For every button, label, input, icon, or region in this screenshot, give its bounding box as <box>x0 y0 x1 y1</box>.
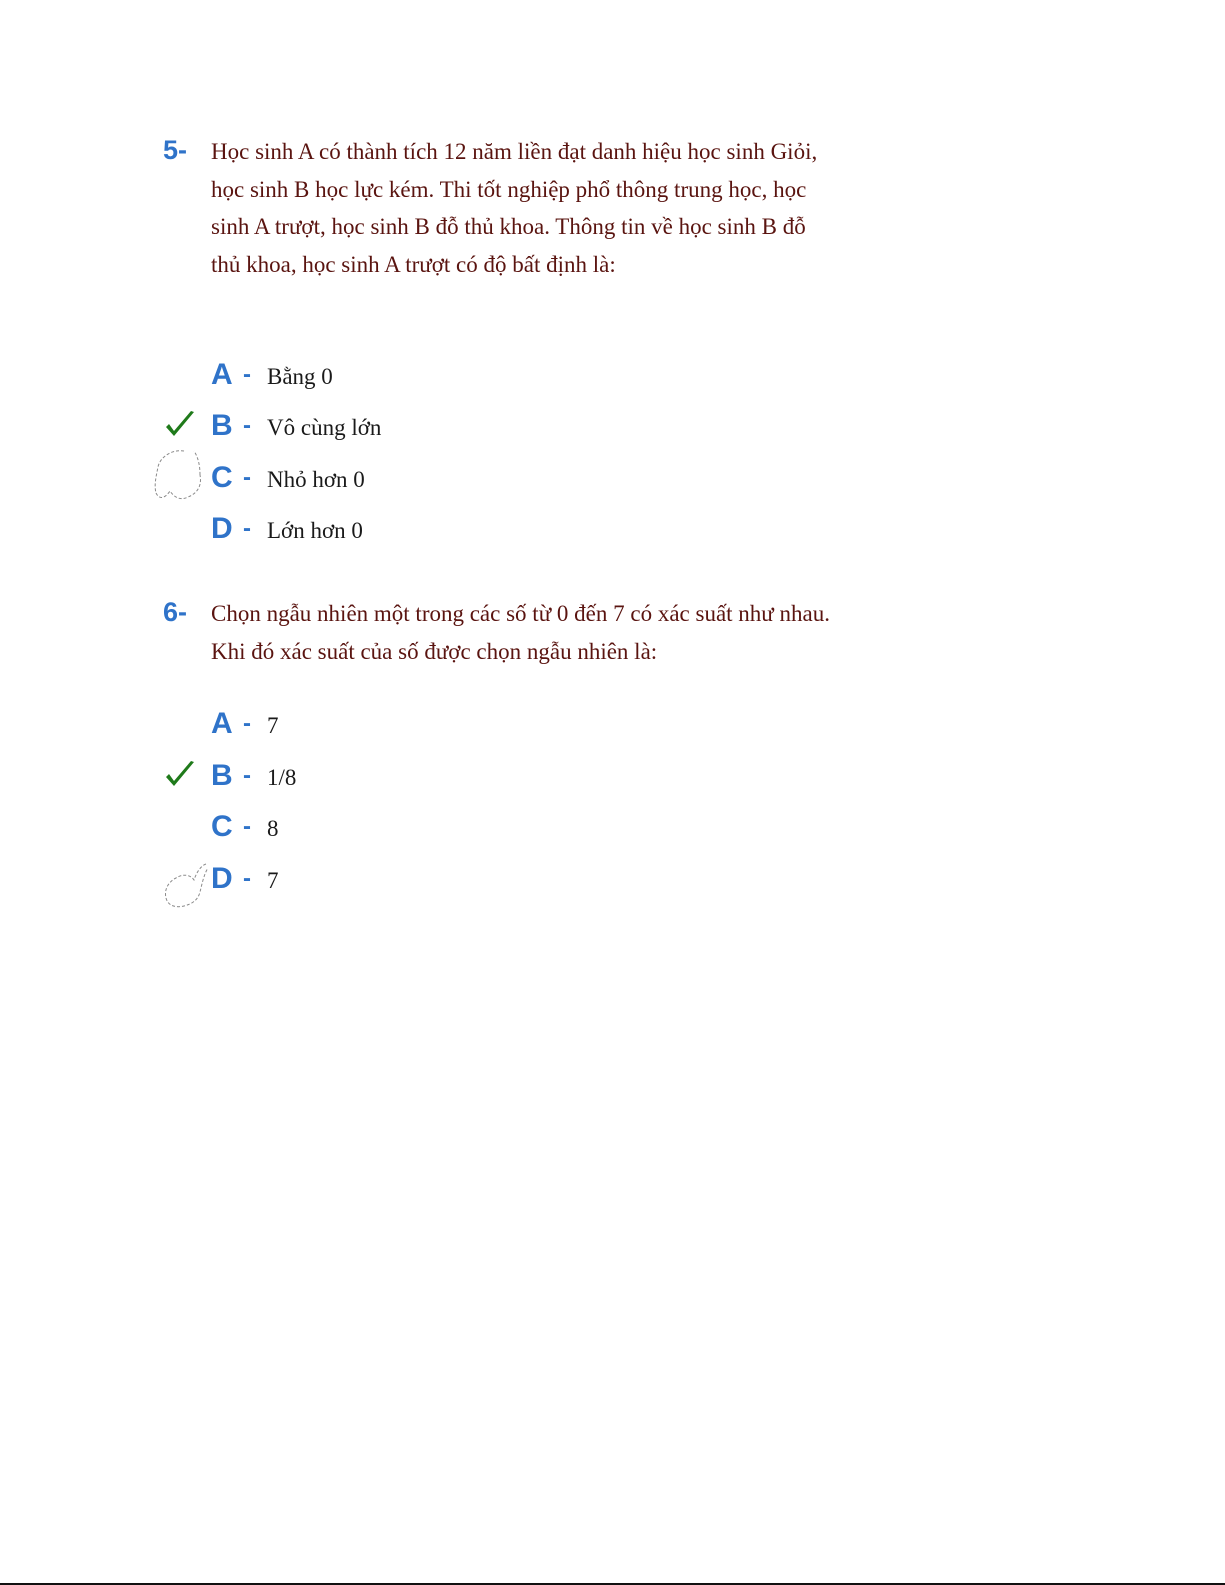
option-letter: D <box>211 512 233 545</box>
option-letter: C <box>211 810 233 843</box>
option-a[interactable] <box>163 358 663 398</box>
question-number: 5- <box>163 135 188 165</box>
option-b[interactable] <box>163 759 663 799</box>
question-number: 6- <box>163 597 188 627</box>
option-c[interactable] <box>163 810 663 850</box>
option-d[interactable] <box>163 512 663 552</box>
option-dash: - <box>243 710 251 737</box>
check-icon <box>163 409 197 443</box>
option-dash: - <box>243 515 251 542</box>
option-text: 7 <box>267 868 279 893</box>
option-a[interactable] <box>163 707 663 747</box>
option-d[interactable] <box>163 862 663 902</box>
option-text: Vô cùng lớn <box>267 415 382 440</box>
option-letter: C <box>211 461 233 494</box>
scribble-mark <box>160 860 212 912</box>
option-dash: - <box>243 865 251 892</box>
option-letter: A <box>211 707 233 740</box>
option-c[interactable] <box>163 461 663 501</box>
option-dash: - <box>243 762 251 789</box>
option-b[interactable] <box>163 409 663 449</box>
option-text: 1/8 <box>267 765 297 790</box>
check-icon <box>163 759 197 793</box>
option-text: Lớn hơn 0 <box>267 518 363 543</box>
option-letter: A <box>211 358 233 391</box>
option-letter: B <box>211 409 233 442</box>
option-letter: B <box>211 759 233 792</box>
option-text: 8 <box>267 816 279 841</box>
option-text: Nhỏ hơn 0 <box>267 467 365 492</box>
option-text: Bằng 0 <box>267 364 333 389</box>
option-dash: - <box>243 464 251 491</box>
question-text: Chọn ngẫu nhiên một trong các số từ 0 đến 7 có xác suất như nhau. Khi đó xác suất của số được chọn ngẫu nhiên là: <box>211 601 830 664</box>
option-letter: D <box>211 862 233 895</box>
option-text: 7 <box>267 713 279 738</box>
question-text: Học sinh A có thành tích 12 năm liền đạt danh hiệu học sinh Giỏi, học sinh B học lực kém. Thi tốt nghiệp phổ thông trung học, học sinh A trượt, học sinh B đỗ thủ khoa. Thông tin về học sinh B đỗ thủ khoa, học sinh A trượt có độ bất định là: <box>211 139 818 277</box>
question-6 <box>163 595 843 915</box>
question-5 <box>163 133 843 563</box>
option-dash: - <box>243 412 251 439</box>
scribble-mark <box>150 445 206 507</box>
option-dash: - <box>243 361 251 388</box>
option-dash: - <box>243 813 251 840</box>
